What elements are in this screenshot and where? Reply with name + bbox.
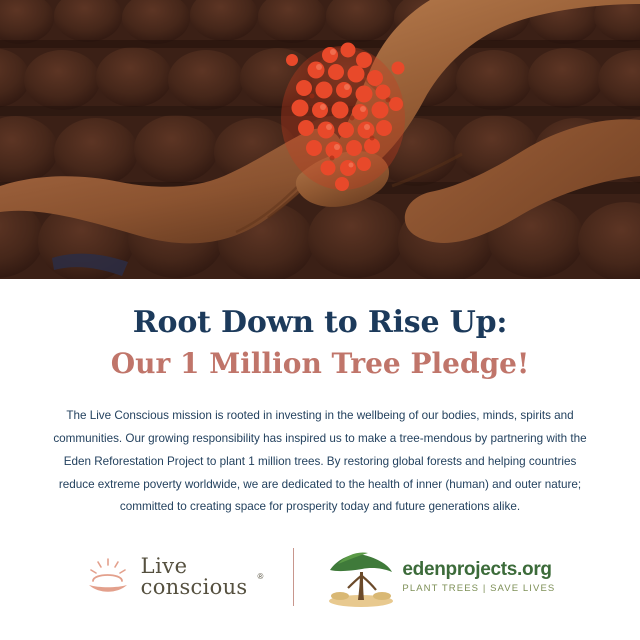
logo-row [0,519,640,640]
live-conscious-logo[interactable] [85,553,294,599]
eden-wordmark [402,560,555,594]
registered-trademark-mark: ® [257,572,264,582]
eden-projects-logo[interactable] [294,546,555,608]
live-conscious-wordmark [140,553,248,599]
eden-url-text: edenprojects.org [402,558,552,580]
acacia-tree-icon [324,546,398,608]
hands-with-seeds-illustration [0,0,640,279]
logo-word-live: Live [140,553,188,578]
text-content [0,279,640,519]
hero-photo [0,0,640,279]
eden-tagline-text: PLANT TREES | SAVE LIVES [402,582,556,594]
headline-line-2: Our 1 Million Tree Pledge! [110,347,530,381]
logo-word-conscious: conscious [140,574,248,599]
sunrise-leaf-icon [85,557,131,597]
headline-line-1: Root Down to Rise Up: [132,305,508,341]
body-paragraph: The Live Conscious mission is rooted in investing in the wellbeing of our bodies, minds, spirits and communities. Our growing responsibility has inspired us to make a tree-mendous by partnering with the Eden Reforestation Project to plant 1 million trees. By restoring global forests and helping countries reduce extreme poverty worldwide, we are dedicated to the health of inner (human) and outer nature; committed to creating space for prosperity today and future generations alike. [53,409,587,514]
